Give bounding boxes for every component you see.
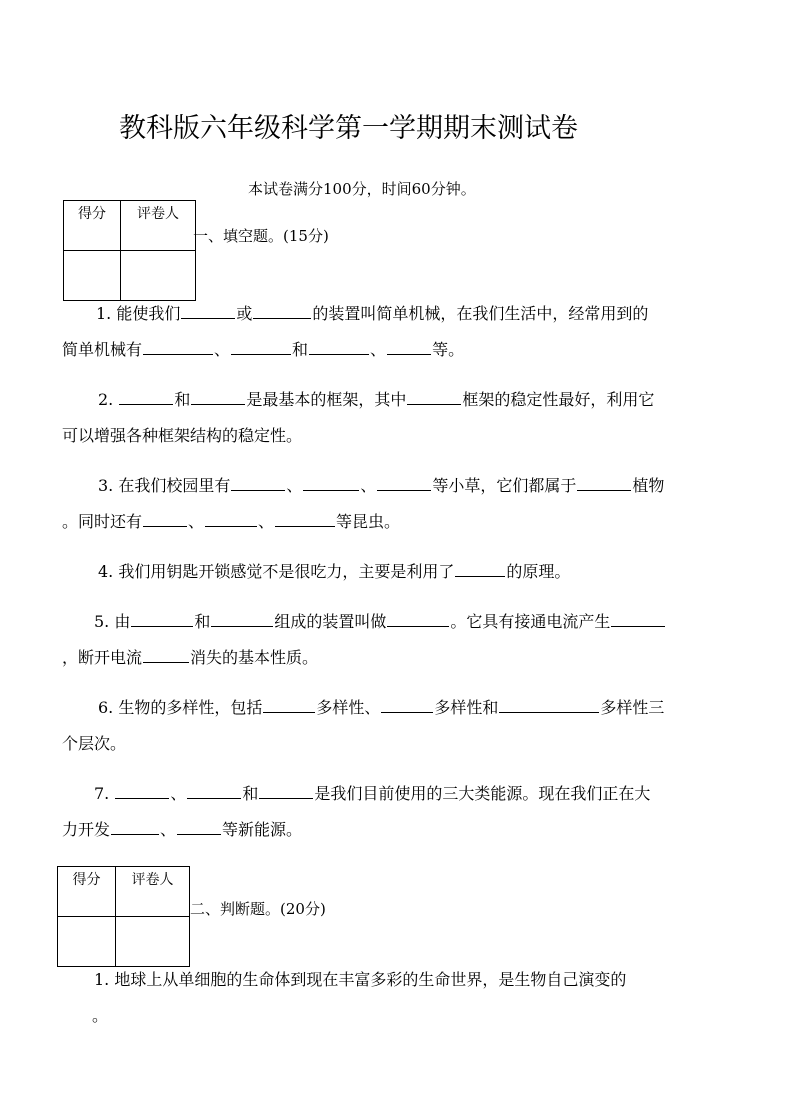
answer-blank[interactable] xyxy=(181,300,235,319)
answer-blank[interactable] xyxy=(143,336,213,355)
answer-blank[interactable] xyxy=(205,508,257,527)
answer-blank[interactable] xyxy=(111,816,159,835)
answer-blank[interactable] xyxy=(387,336,431,355)
answer-blank[interactable] xyxy=(499,694,599,713)
question-number: 2. xyxy=(98,390,114,409)
question-2: 2. 和 是最基本的框架，其中 框架的稳定性最好，利用它 可以增强各种框架结构的稳定性。 xyxy=(62,382,738,454)
answer-blank[interactable] xyxy=(231,336,291,355)
answer-blank[interactable] xyxy=(577,472,631,491)
question-4: 4. 我们用钥匙开锁感觉不是很吃力，主要是利用了 的原理。 xyxy=(62,554,738,590)
answer-blank[interactable] xyxy=(387,608,449,627)
question-1: 1. 能使我们 或 的装置叫简单机械，在我们生活中，经常用到的 简单机械有 、 和 、 等。 xyxy=(62,296,738,368)
question-number: 1. xyxy=(96,304,112,323)
answer-blank[interactable] xyxy=(231,472,285,491)
answer-blank[interactable] xyxy=(275,508,335,527)
answer-blank[interactable] xyxy=(381,694,433,713)
answer-blank[interactable] xyxy=(455,558,505,577)
grader-label: 评卷人 xyxy=(116,867,190,917)
grader-label: 评卷人 xyxy=(121,201,196,251)
score-label: 得分 xyxy=(64,201,121,251)
answer-blank[interactable] xyxy=(611,608,665,627)
answer-blank[interactable] xyxy=(143,644,189,663)
answer-blank[interactable] xyxy=(119,386,173,405)
question-6: 6. 生物的多样性，包括 多样性、 多样性和 多样性三 个层次。 xyxy=(62,690,738,762)
answer-blank[interactable] xyxy=(263,694,315,713)
answer-blank[interactable] xyxy=(191,386,245,405)
question-5: 5. 由 和 组成的装置叫做 。它具有接通电流产生 ，断开电流 消失的基本性质。 xyxy=(62,604,738,676)
question-number: 5. xyxy=(94,612,110,631)
tf-question-1: 1. 地球上从单细胞的生命体到现在丰富多彩的生命世界，是生物自己演变的 。 xyxy=(92,970,627,1025)
answer-blank[interactable] xyxy=(211,608,273,627)
grader-cell[interactable] xyxy=(116,917,190,967)
question-number: 6. xyxy=(98,698,114,717)
question-number: 4. xyxy=(98,562,114,581)
answer-blank[interactable] xyxy=(253,300,311,319)
answer-blank[interactable] xyxy=(131,608,193,627)
score-box-1 xyxy=(63,200,196,301)
answer-blank[interactable] xyxy=(303,472,359,491)
score-cell[interactable] xyxy=(64,251,121,301)
answer-blank[interactable] xyxy=(407,386,461,405)
exam-instructions: 本试卷满分100分，时间60分钟。 xyxy=(248,180,476,198)
answer-blank[interactable] xyxy=(259,780,313,799)
answer-blank[interactable] xyxy=(115,780,169,799)
answer-blank[interactable] xyxy=(309,336,369,355)
page-title: 教科版六年级科学第一学期期末测试卷 xyxy=(119,113,578,144)
question-number: 3. xyxy=(98,476,114,495)
answer-blank[interactable] xyxy=(377,472,431,491)
answer-blank[interactable] xyxy=(177,816,221,835)
score-cell[interactable] xyxy=(58,917,116,967)
section-heading-fill-in: 一、填空题。(15分) xyxy=(193,227,329,245)
question-number: 1. xyxy=(94,970,110,989)
score-box-2 xyxy=(57,866,190,967)
answer-blank[interactable] xyxy=(187,780,241,799)
score-label: 得分 xyxy=(58,867,116,917)
question-3: 3. 在我们校园里有 、 、 等小草，它们都属于 植物 。同时还有 、 、 等昆虫。 xyxy=(62,468,738,540)
answer-blank[interactable] xyxy=(143,508,187,527)
grader-cell[interactable] xyxy=(121,251,196,301)
question-7: 7. 、 和 是我们目前使用的三大类能源。现在我们正在大 力开发 、 等新能源。 xyxy=(62,776,738,848)
section-heading-true-false: 二、判断题。(20分) xyxy=(190,900,326,918)
question-number: 7. xyxy=(94,784,110,803)
